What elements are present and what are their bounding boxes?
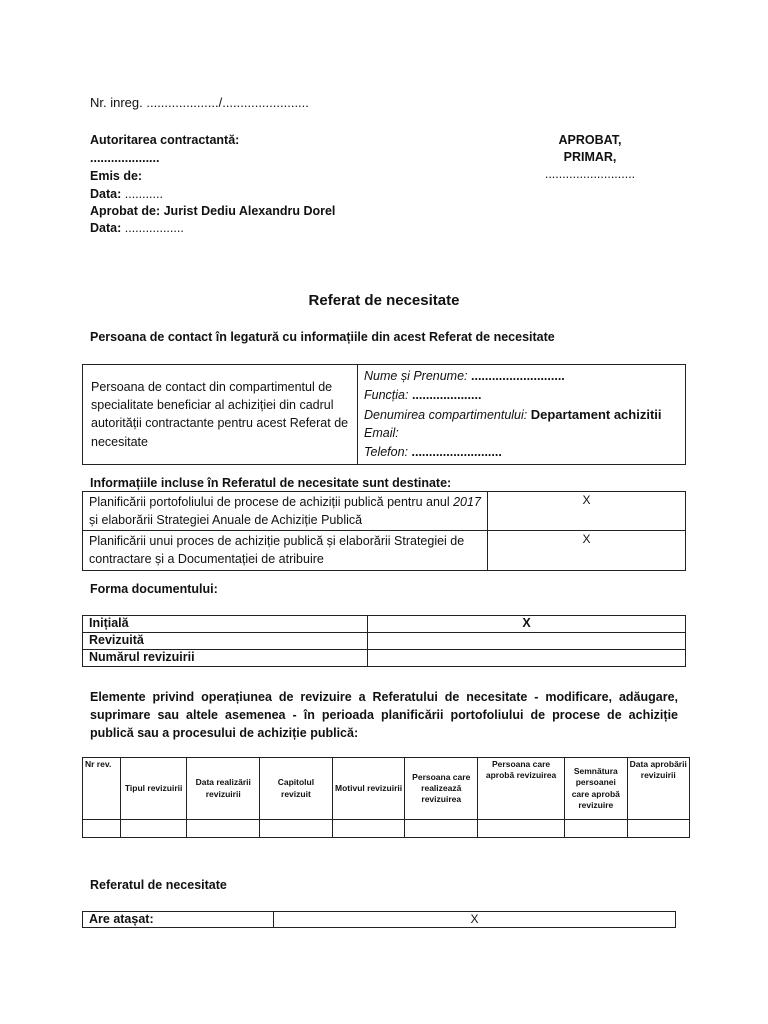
rev-header-semnatura: Semnătura persoanei care aprobă revizuire (565, 758, 627, 820)
info-table (82, 491, 686, 571)
atasat-table (82, 911, 676, 928)
rev-header-data-aprobarii: Data aprobării revizuirii (627, 758, 689, 820)
contact-left-cell: Persoana de contact din compartimentul de specialitate beneficiar al achiziției din cadrul autorității contractante pentru acest Referat de necesitate (83, 365, 358, 465)
info-row-1-year: 2017 (453, 495, 481, 509)
rev-header-nr: Nr rev. (83, 758, 121, 820)
table-row (83, 820, 690, 838)
forma-value-3 (368, 650, 686, 667)
table-row (83, 633, 686, 650)
contact-heading: Persoana de contact în legatură cu informațiile din acest Referat de necesitate (90, 330, 555, 344)
referat-heading: Referatul de necesitate (90, 878, 227, 892)
rev-cell[interactable] (565, 820, 627, 838)
dept-value: Departament achizitii (530, 406, 662, 422)
table-row (83, 531, 686, 570)
atasat-value: X (274, 912, 676, 928)
data-value-1: ........... (124, 187, 163, 201)
rev-header-persoana-aproba: Persoana care aprobă revizuirea (478, 758, 565, 820)
autoritate-label: Autoritarea contractantă: (90, 133, 240, 147)
info-row-2-mark: X (488, 531, 686, 570)
rev-header-capitol: Capitolul revizuit (260, 758, 333, 820)
table-row (83, 616, 686, 633)
rev-header-persoana-realizeaza: Persoana care realizează revizuirea (405, 758, 478, 820)
dept-label: Denumirea compartimentului: (364, 407, 528, 422)
nume-value: ........................... (471, 369, 565, 383)
aprobat-label: APROBAT, (558, 133, 622, 147)
rev-header-tip: Tipul revizuirii (120, 758, 187, 820)
contact-right-cell (358, 365, 686, 465)
aprobat-de: Aprobat de: Jurist Dediu Alexandru Dorel (90, 204, 336, 218)
info-row-1-mark: X (488, 492, 686, 531)
rev-cell[interactable] (627, 820, 689, 838)
functia-value: .................... (411, 387, 482, 402)
primar-label: PRIMAR, (563, 150, 617, 164)
rev-cell[interactable] (332, 820, 405, 838)
forma-table (82, 615, 686, 667)
emis-de-label: Emis de: (90, 169, 143, 183)
functia-row (364, 386, 679, 405)
rev-cell[interactable] (83, 820, 121, 838)
functia-label: Funcția: (364, 387, 409, 402)
table-row (83, 492, 686, 531)
autoritate-value: .................... (90, 151, 160, 165)
forma-label-2: Revizuită (83, 633, 368, 650)
email-row (364, 424, 679, 443)
data-label-2: Data: (90, 221, 122, 235)
revision-table (82, 757, 690, 838)
info-row-1-post: și elaborării Strategiei Anuale de Achiziție Publică (89, 513, 363, 528)
forma-value-1: X (368, 616, 686, 633)
forma-heading: Forma documentului: (90, 582, 218, 596)
registration-number: Nr. inreg. ..................../........................ (90, 95, 309, 110)
telefon-row (364, 443, 679, 462)
info-row-2-text: Planificării unui proces de achiziție publică și elaborării Strategiei de contractare și a Documentației de atribuire (83, 531, 488, 570)
atasat-label: Are atașat: (83, 912, 274, 928)
elemente-paragraph: Elemente privind operațiunea de revizuire a Referatului de necesitate - modificare, adăugare, suprimare sau altele asemenea - în perioada planificării portofoliului de procese de achiziție publică sau a procesului de achiziție publică: (90, 690, 678, 741)
rev-cell[interactable] (478, 820, 565, 838)
contact-table (82, 364, 686, 465)
rev-cell[interactable] (260, 820, 333, 838)
data-line-2 (90, 221, 184, 235)
rev-cell[interactable] (120, 820, 187, 838)
rev-header-data: Data realizării revizuirii (187, 758, 260, 820)
rev-header-motiv: Motivul revizuirii (332, 758, 405, 820)
data-line-1 (90, 187, 163, 201)
table-row (83, 912, 676, 928)
nume-label: Nume și Prenume: (364, 369, 468, 383)
table-row (83, 650, 686, 667)
telefon-value: .......................... (411, 445, 502, 459)
info-heading: Informațiile incluse în Referatul de necesitate sunt destinate: (90, 476, 452, 490)
email-label: Email: (364, 426, 399, 441)
telefon-label: Telefon: (364, 445, 409, 459)
forma-label-1: Inițială (83, 616, 368, 633)
primar-signature: .......................... (544, 167, 636, 181)
rev-cell[interactable] (405, 820, 478, 838)
info-row-1-pre: Planificării portofoliului de procese de achiziții publică pentru anul (89, 495, 454, 509)
data-label-1: Data: (90, 187, 122, 201)
table-row (83, 758, 690, 820)
page-title: Referat de necesitate (308, 292, 460, 309)
dept-row (364, 405, 679, 425)
info-row-1-text (83, 492, 488, 531)
forma-value-2 (368, 633, 686, 650)
nume-row (364, 367, 679, 386)
rev-cell[interactable] (187, 820, 260, 838)
forma-label-3: Numărul revizuirii (83, 650, 368, 667)
data-value-2: ................. (124, 221, 184, 235)
